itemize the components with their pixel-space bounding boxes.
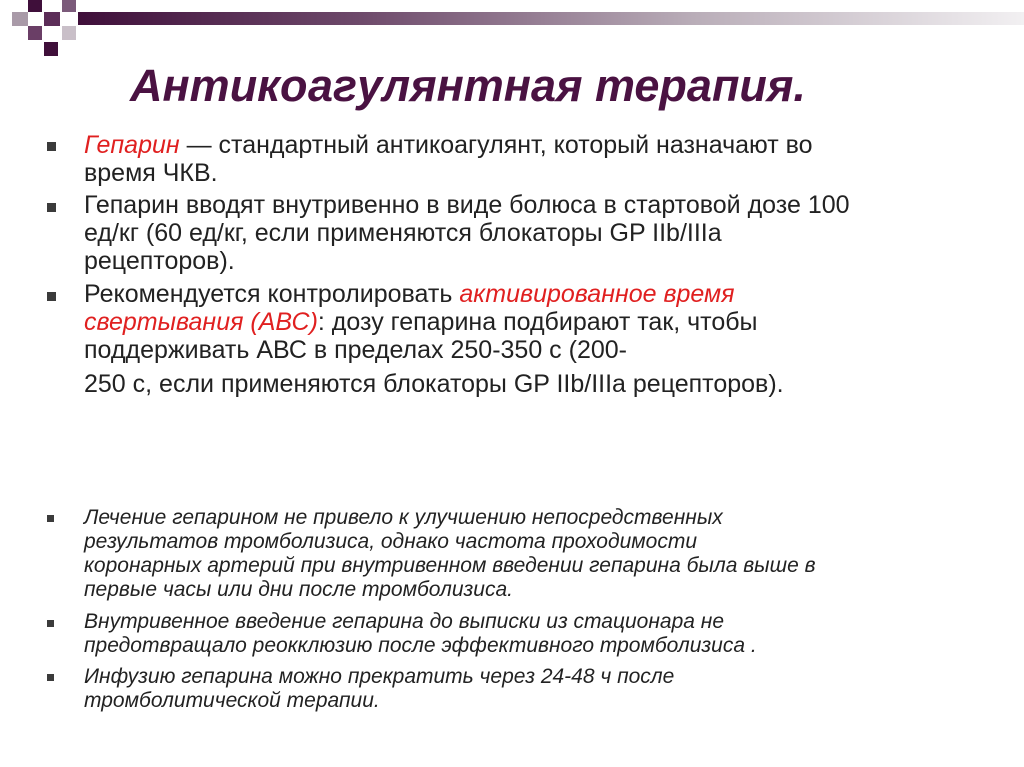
highlight-act: активированное время [459, 280, 735, 308]
bullet-marker [47, 142, 56, 151]
bullet-3-line-3: поддерживать АВС в пределах 250-350 с (200- [84, 336, 627, 364]
decor-square-1 [28, 0, 42, 12]
highlight-act-cont: свертывания (АВС) [84, 308, 318, 336]
sec-bullet-1-line-4: первые часы или дни после тромболизиса. [84, 578, 514, 601]
bullet-3-line-2: свертывания (АВС): дозу гепарина подбирают так, чтобы [84, 308, 758, 336]
bullet-marker [47, 620, 54, 627]
bullet-2-line-3: рецепторов). [84, 247, 235, 275]
sec-bullet-2-line-2: предотвращало реокклюзию после эффективного тромболизиса . [84, 634, 757, 657]
decor-square-4 [44, 12, 60, 26]
bullet-3-line-4: 250 с, если применяются блокаторы GP IIb/IIIa рецепторов). [84, 370, 784, 398]
bullet-2-line-2: ед/кг (60 ед/кг, если применяются блокаторы GP IIb/IIIa [84, 219, 722, 247]
decor-square-5 [28, 26, 42, 40]
bullet-2-line-1: Гепарин вводят внутривенно в виде болюса в стартовой дозе 100 [84, 191, 850, 219]
bullet-marker [47, 203, 56, 212]
bullet-marker [47, 515, 54, 522]
bullet-marker [47, 674, 54, 681]
sec-bullet-3-line-2: тромболитической терапии. [84, 689, 380, 712]
decor-square-6 [62, 26, 76, 40]
decor-square-3 [12, 12, 28, 26]
sec-bullet-2-line-1: Внутривенное введение гепарина до выписки из стационара не [84, 610, 725, 633]
decor-square-2 [62, 0, 76, 12]
bullet-1-line-2: время ЧКВ. [84, 159, 218, 187]
bullet-3-line-1: Рекомендуется контролировать активированное время [84, 280, 735, 308]
slide-title: Антикоагулянтная терапия. [130, 60, 806, 111]
bullet-marker [47, 292, 56, 301]
highlight-heparin: Гепарин [84, 131, 180, 159]
sec-bullet-3-line-1: Инфузию гепарина можно прекратить через 24-48 ч после [84, 665, 675, 688]
decor-square-7 [44, 42, 58, 56]
sec-bullet-1-line-1: Лечение гепарином не привело к улучшению непосредственных [84, 506, 723, 529]
sec-bullet-1-line-2: результатов тромболизиса, однако частота проходимости [84, 530, 697, 553]
bullet-1-line-1: Гепарин — стандартный антикоагулянт, который назначают во [84, 131, 813, 159]
header-bar [78, 12, 1024, 25]
sec-bullet-1-line-3: коронарных артерий при внутривенном введении гепарина была выше в [84, 554, 816, 577]
